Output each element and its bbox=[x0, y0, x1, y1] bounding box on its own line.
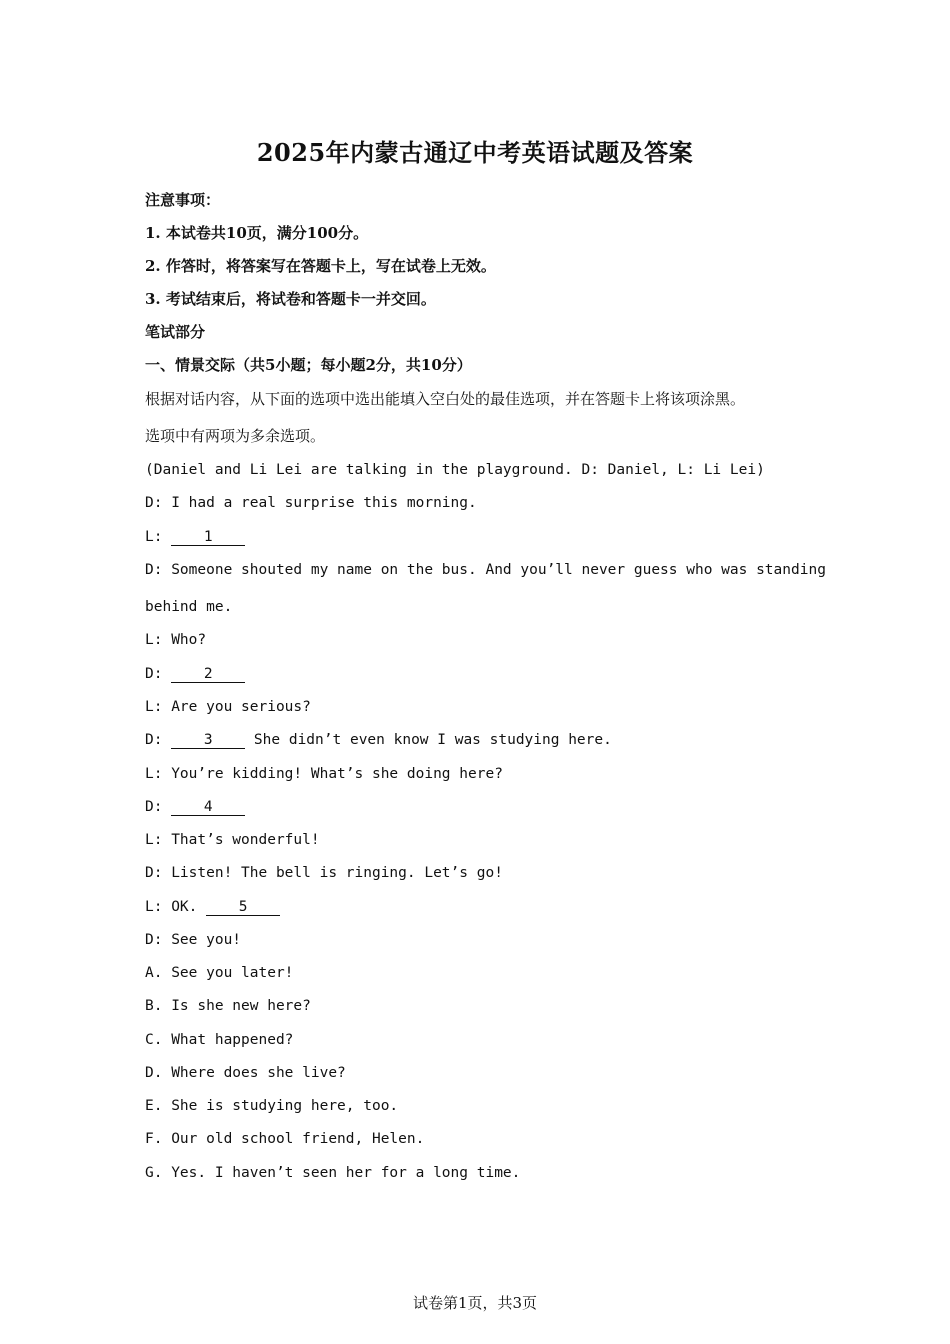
answer-blank-5: 5 bbox=[206, 899, 280, 916]
dialogue-line: D: I had a real surprise this morning. bbox=[145, 495, 477, 511]
dialogue-line bbox=[145, 664, 245, 684]
answer-blank-3: 3 bbox=[171, 732, 245, 749]
part1-heading: 一、情景交际（共5小题；每小题2分，共10分） bbox=[145, 356, 472, 374]
speaker-prefix: D: bbox=[145, 666, 172, 682]
page-footer: 试卷第1页，共3页 bbox=[412, 1294, 538, 1312]
dialogue-line: L: Who? bbox=[145, 632, 207, 648]
dialogue-line: L: You’re kidding! What’s she doing here? bbox=[145, 766, 503, 782]
option-c: C. What happened? bbox=[145, 1032, 294, 1048]
option-g: G. Yes. I haven’t seen her for a long time. bbox=[145, 1165, 521, 1181]
part1-instruction-line2: 选项中有两项为多余选项。 bbox=[145, 427, 326, 445]
option-b: B. Is she new here? bbox=[145, 998, 311, 1014]
part1-instruction-line1: 根据对话内容，从下面的选项中选出能填入空白处的最佳选项，并在答题卡上将该项涂黑。 bbox=[145, 390, 746, 408]
answer-blank-1: 1 bbox=[171, 529, 245, 546]
notice-item-3: 3. 考试结束后，将试卷和答题卡一并交回。 bbox=[145, 290, 436, 308]
dialogue-line: L: That’s wonderful! bbox=[145, 832, 320, 848]
notice-heading: 注意事项： bbox=[145, 191, 221, 209]
dialogue-context: (Daniel and Li Lei are talking in the playground. D: Daniel, L: Li Lei) bbox=[145, 462, 765, 478]
speaker-prefix: L: bbox=[145, 529, 172, 545]
dialogue-line: D: See you! bbox=[145, 932, 242, 948]
answer-blank-2: 2 bbox=[171, 666, 245, 683]
dialogue-line bbox=[145, 797, 245, 817]
dialogue-line bbox=[145, 730, 612, 750]
option-a: A. See you later! bbox=[145, 965, 294, 981]
speaker-prefix: D: bbox=[145, 799, 172, 815]
section-label: 笔试部分 bbox=[145, 323, 206, 341]
option-d: D. Where does she live? bbox=[145, 1065, 346, 1081]
dialogue-line: D: Listen! The bell is ringing. Let’s go! bbox=[145, 865, 503, 881]
dialogue-line: L: Are you serious? bbox=[145, 699, 311, 715]
document-title: 2025年内蒙古通辽中考英语试题及答案 bbox=[256, 138, 694, 167]
option-f: F. Our old school friend, Helen. bbox=[145, 1131, 425, 1147]
dialogue-line bbox=[145, 527, 245, 547]
speaker-prefix: D: bbox=[145, 732, 172, 748]
dialogue-line bbox=[145, 897, 280, 917]
option-e: E. She is studying here, too. bbox=[145, 1098, 399, 1114]
dialogue-line: behind me. bbox=[145, 599, 233, 615]
notice-item-2: 2. 作答时，将答案写在答题卡上，写在试卷上无效。 bbox=[145, 257, 496, 275]
answer-blank-4: 4 bbox=[171, 799, 245, 816]
dialogue-line: D: Someone shouted my name on the bus. And you’ll never guess who was standing bbox=[145, 562, 826, 578]
notice-item-1: 1. 本试卷共10页，满分100分。 bbox=[145, 224, 369, 242]
dialogue-suffix: She didn’t even know I was studying here. bbox=[245, 732, 612, 748]
speaker-prefix: L: OK. bbox=[145, 899, 207, 915]
